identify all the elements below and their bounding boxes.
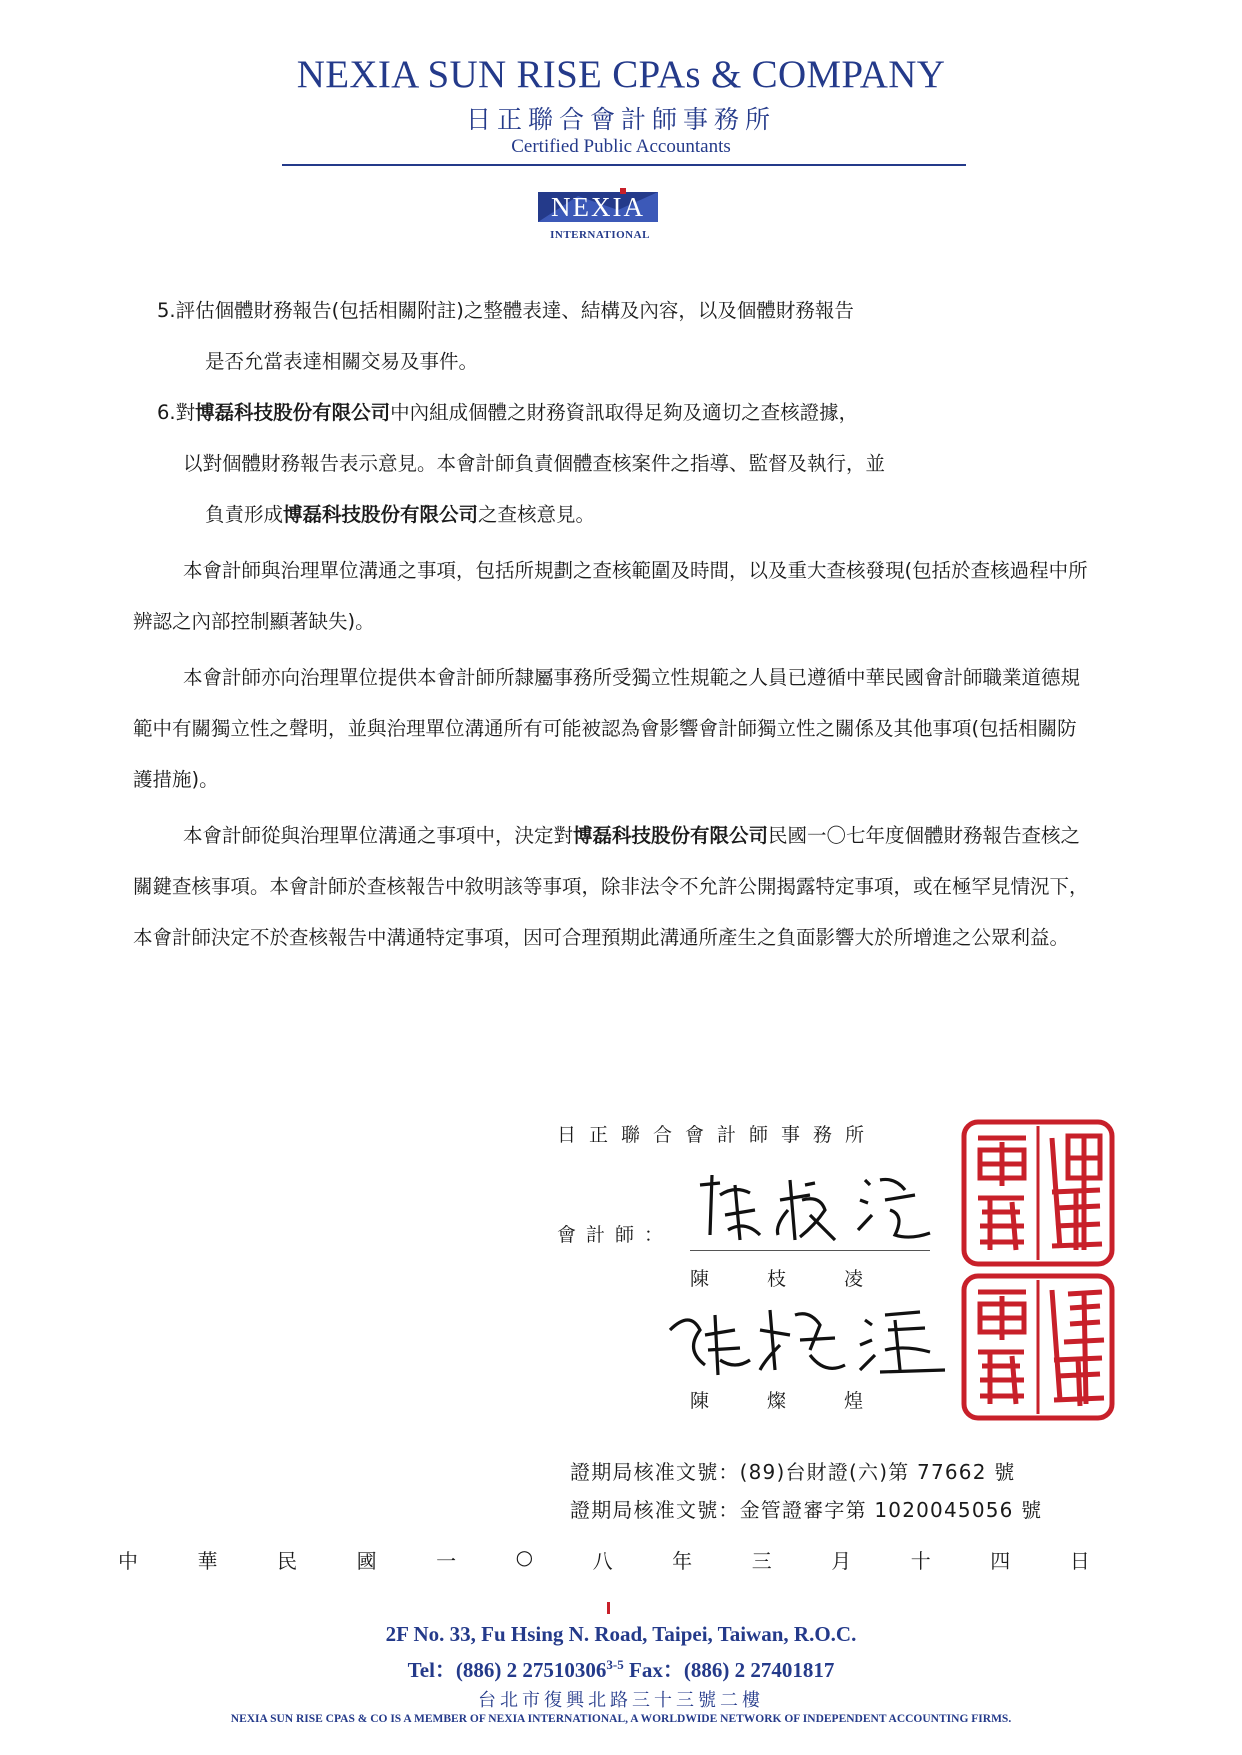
nexia-logo (538, 188, 688, 244)
header-divider (282, 164, 966, 166)
accountant-seal-2 (960, 1272, 1116, 1422)
svg-text:INTERNATIONAL: INTERNATIONAL (550, 229, 650, 241)
approval-number-1: 證期局核准文號：(89)台財證(六)第 77662 號 (570, 1460, 1016, 1484)
signature-line (690, 1250, 930, 1251)
handwritten-signature-2 (660, 1290, 960, 1385)
accountant-name-2: 陳燦煌 (690, 1390, 922, 1412)
signature-firm: 日正聯合會計師事務所 (557, 1124, 878, 1146)
footer-member-note: NEXIA SUN RISE CPAS & CO IS A MEMBER OF NEXIA INTERNATIONAL, A WORLDWIDE NETWORK OF INDEPENDENT ACCOUNTING FIRMS. (230, 1713, 1012, 1725)
item-text-line: 以對個體財務報告表示意見。本會計師負責個體查核案件之指導、監督及執行，並 (183, 452, 886, 475)
firm-subtitle: Certified Public Accountants (511, 136, 731, 157)
footer-address-zh: 台北市復興北路三十三號二樓 (478, 1690, 764, 1711)
item-text-line: 評估個體財務報告(包括相關附註)之整體表達、結構及內容，以及個體財務報告 (175, 299, 854, 322)
company-name: 博磊科技股份有限公司 (195, 401, 391, 424)
company-name: 博磊科技股份有限公司 (283, 503, 479, 526)
handwritten-signature-1 (690, 1155, 940, 1255)
accountant-name-1: 陳枝凌 (690, 1268, 922, 1290)
paragraph-independence: 本會計師亦向治理單位提供本會計師所隸屬事務所受獨立性規範之人員已遵循中華民國會計師職業道德規範中有關獨立性之聲明，並與治理單位溝通所有可能被認為會影響會計師獨立性之關係及其他事項(包括相關防護措施)。 (133, 666, 1081, 791)
item-number: 5. (157, 299, 176, 322)
firm-name-en: NEXIA SUN RISE CPAs & COMPANY (296, 53, 946, 96)
list-item-6: 6.對博磊科技股份有限公司中內組成個體之財務資訊取得足夠及適切之查核證據， 以對個體財務報告表示意見。本會計師負責個體查核案件之指導、監督及執行，並 負責形成博磊科技股份有限公司之查核意見。 (133, 387, 1095, 540)
paragraph-key-audit-matters: 本會計師從與治理單位溝通之事項中，決定對博磊科技股份有限公司民國一〇七年度個體財務報告查核之關鍵查核事項。本會計師於查核報告中敘明該等事項，除非法令不允許公開揭露特定事項，或在極罕見情況下，本會計師決定不於查核報告中溝通特定事項，因可合理預期此溝通所產生之負面影響大於所增進之公眾利益。 (133, 824, 1089, 949)
paragraph-communication: 本會計師與治理單位溝通之事項，包括所規劃之查核範圍及時間，以及重大查核發現(包括於查核過程中所辨認之內部控制顯著缺失)。 (133, 559, 1088, 633)
approval-number-2: 證期局核准文號：金管證審字第 1020045056 號 (570, 1498, 1043, 1522)
svg-text:NEXIA: NEXIA (551, 192, 645, 222)
report-date: 中 華 民 國 一 ○ 八 年 三 月 十 四 日 (118, 1545, 1090, 1573)
accountant-seal-1 (960, 1118, 1116, 1268)
list-item-5 (133, 285, 1095, 387)
report-body (133, 285, 1095, 963)
red-mark (607, 1602, 610, 1614)
accountant-label: 會計師： (557, 1224, 674, 1246)
footer-address: 2F No. 33, Fu Hsing N. Road, Taipei, Taiwan, R.O.C. (385, 1622, 857, 1646)
company-name: 博磊科技股份有限公司 (573, 824, 769, 847)
firm-name-zh: 日正聯合會計師事務所 (465, 105, 776, 134)
item-number: 6. (157, 401, 176, 424)
footer-contact: Tel：(886) 2 27510306$^{3-5}$ Fax：(886) 2 27401817 (407, 1657, 835, 1682)
item-text-line: 是否允當表達相關交易及事件。 (205, 350, 479, 373)
